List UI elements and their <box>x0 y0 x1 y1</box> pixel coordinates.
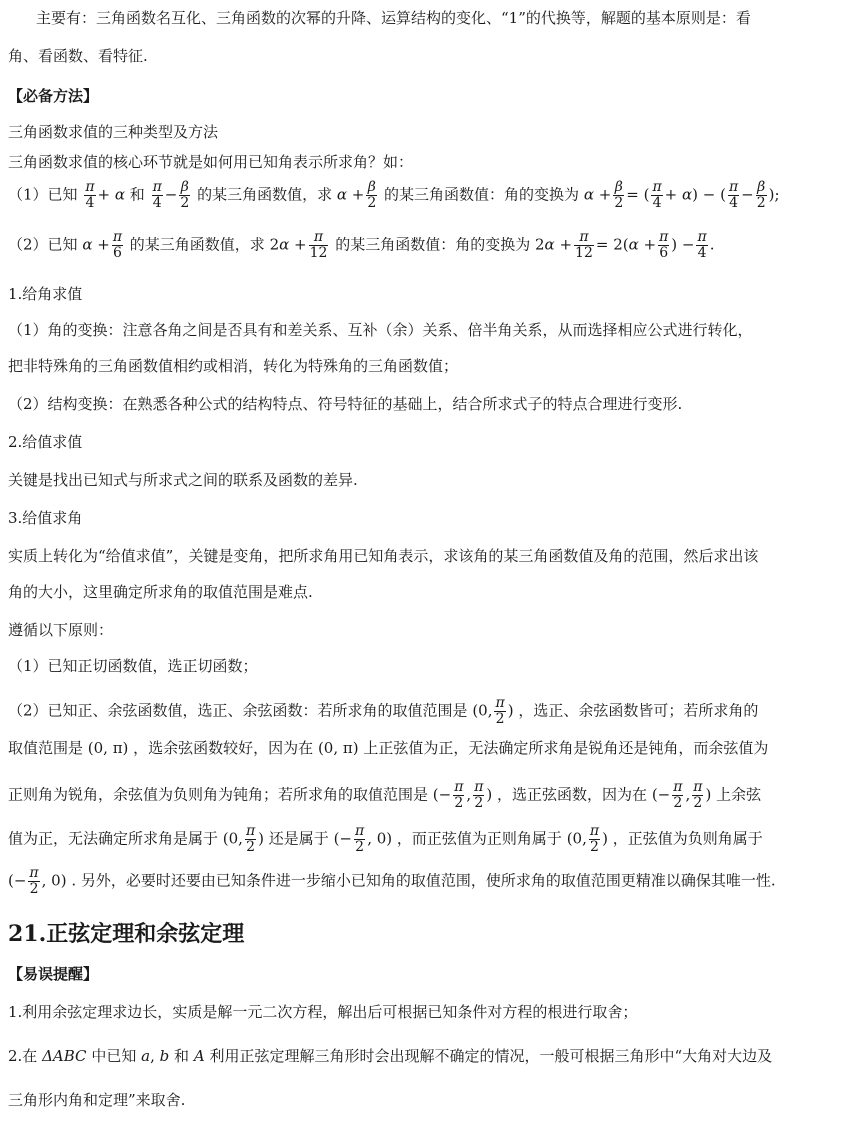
section-heading-mistakes: 【易误提醒】 <box>8 965 99 983</box>
example-2-label: （2）已知 <box>8 235 78 254</box>
subheading-1: 1.给角求值 <box>8 285 83 303</box>
section-heading-methods: 【必备方法】 <box>8 87 99 105</box>
pi-over-6-fraction: $\frac{\pi}{6}$ <box>112 229 123 261</box>
beta-over-2-fraction: $\frac{\beta}{2}$ <box>180 179 190 211</box>
pi-over-2-fraction: $\frac{\pi}{2}$ <box>495 695 505 727</box>
beta-over-2-fraction: $\frac{\beta}{2}$ <box>614 179 624 211</box>
beta-over-2-fraction: $\frac{\beta}{2}$ <box>367 179 377 211</box>
methods-core: 三角函数求值的核心环节就是如何用已知角表示所求角？如： <box>8 153 414 171</box>
principle-2-text: 值为正，无法确定所求角是属于 <box>8 829 219 848</box>
intro-line-2: 角、看函数、看特征. <box>8 47 148 65</box>
principle-2-text: 还是属于 <box>268 829 329 848</box>
mistake-2-text: 2.在 <box>8 1047 38 1065</box>
pi-over-2-fraction: $\frac{\pi}{2}$ <box>673 779 683 811</box>
principle-2-line-3: 正则角为锐角，余弦值为负则角为钝角；若所求角的取值范围是 (− $\frac{\pi}{2}$ , $\frac{\pi}{2}$ ) ，选正弦函数，因为在 (− $\frac{\pi}{2}$ , $\frac{\pi}{2}$ ) 上余弦 <box>8 779 762 811</box>
example-1-text-mid: 的某三角函数值，求 <box>197 185 333 204</box>
beta-over-2-fraction: $\frac{\beta}{2}$ <box>756 179 766 211</box>
principle-2-text: ，选正、余弦函数皆可；若所求角的 <box>518 701 759 720</box>
pi-over-2-fraction: $\frac{\pi}{2}$ <box>589 823 600 855</box>
subheading-3: 3.给值求角 <box>8 509 83 527</box>
example-1-text-end: 的某三角函数值：角的变换为 <box>384 185 580 204</box>
example-2-text-end: 的某三角函数值：角的变换为 <box>335 235 531 254</box>
example-1-text-and: 和 <box>129 185 145 204</box>
principles-heading: 遵循以下原则： <box>8 621 114 639</box>
principle-2-text: 上余弦 <box>716 785 762 804</box>
principle-2-text: ，而正弦值为正则角属于 <box>396 829 562 848</box>
principle-2-text: 正则角为锐角，余弦值为负则角为钝角；若所求角的取值范围是 <box>8 785 429 804</box>
pi-over-4-fraction: $\frac{\pi}{4}$ <box>728 179 739 211</box>
mistake-1: 1.利用余弦定理求边长，实质是解一元二次方程，解出后可根据已知条件对方程的根进行取舍； <box>8 1003 638 1021</box>
given-angle-1a: （1）角的变换：注意各角之间是否具有和差关系、互补（余）关系、倍半角关系，从而选择相应公式进行转化， <box>8 321 753 339</box>
pi-over-6-fraction: $\frac{\pi}{6}$ <box>659 229 669 261</box>
pi-over-2-fraction: $\frac{\pi}{2}$ <box>29 865 39 897</box>
mistake-2-line-1: 2.在 ΔABC 中已知 a, b 和 A 利用正弦定理解三角形时会出现解不确定的情况，一般可根据三角形中“大角对大边及 <box>8 1047 773 1065</box>
principle-2-line-2: 取值范围是 (0, π) ，选余弦函数较好，因为在 (0, π) 上正弦值为正，无法确定所求角是锐角还是钝角，而余弦值为 <box>8 739 769 757</box>
mistake-2-line-2: 三角形内角和定理”来取舍. <box>8 1091 186 1109</box>
principle-1: （1）已知正切函数值，选正切函数； <box>8 657 258 675</box>
example-1-label: （1）已知 <box>8 185 78 204</box>
pi-over-2-fraction: $\frac{\pi}{2}$ <box>245 823 256 855</box>
pi-over-12-fraction: $\frac{\pi}{12}$ <box>309 229 328 261</box>
pi-over-2-fraction: $\frac{\pi}{2}$ <box>693 779 703 811</box>
pi-over-4-fraction: $\frac{\pi}{4}$ <box>85 179 95 211</box>
given-value-text: 关键是找出已知式与所求式之间的联系及函数的差异. <box>8 471 358 489</box>
mistake-2-text: 利用正弦定理解三角形时会出现解不确定的情况，一般可根据三角形中“大角对大边及 <box>209 1047 773 1065</box>
principle-2-text: ，选正弦函数，因为在 <box>497 785 648 804</box>
principle-2-line-4: 值为正，无法确定所求角是属于 (0, $\frac{\pi}{2}$ ) 还是属于 (− $\frac{\pi}{2}$ , 0) ，而正弦值为正则角属于 (0, $\frac{\pi}{2}$ ) ，正弦值为负则角属于 <box>8 823 763 855</box>
pi-over-2-fraction: $\frac{\pi}{2}$ <box>474 779 484 811</box>
pi-over-2-fraction: $\frac{\pi}{2}$ <box>454 779 464 811</box>
principle-2-line-1: （2）已知正、余弦函数值，选正、余弦函数：若所求角的取值范围是 (0, $\frac{\pi}{2}$ ) ，选正、余弦函数皆可；若所求角的 <box>8 695 759 727</box>
mistake-2-text: 和 <box>174 1047 190 1065</box>
pi-over-4-fraction: $\frac{\pi}{4}$ <box>652 179 662 211</box>
principle-2-text: ，正弦值为负则角属于 <box>612 829 763 848</box>
find-angle-text-1: 实质上转化为“给值求值”，关键是变角，把所求角用已知角表示，求该角的某三角函数值及角的范围，然后求出该 <box>8 547 759 565</box>
principle-2-text: （2）已知正、余弦函数值，选正、余弦函数：若所求角的取值范围是 <box>8 701 468 720</box>
intro-line-1: 主要有：三角函数名互化、三角函数的次幂的升降、运算结构的变化、“1”的代换等，解题的基本原则是：看 <box>36 9 751 27</box>
subheading-2: 2.给值求值 <box>8 433 83 451</box>
principle-2-line-5: (− $\frac{\pi}{2}$ , 0) . 另外，必要时还要由已知条件进一步缩小已知角的取值范围，使所求角的取值范围更精准以确保其唯一性. <box>8 865 776 897</box>
methods-title: 三角函数求值的三种类型及方法 <box>8 123 219 141</box>
pi-over-2-fraction: $\frac{\pi}{2}$ <box>355 823 365 855</box>
pi-over-4-fraction: $\frac{\pi}{4}$ <box>152 179 162 211</box>
given-angle-2: （2）结构变换：在熟悉各种公式的结构特点、符号特征的基础上，结合所求式子的特点合理进行变形. <box>8 395 683 413</box>
principle-2-text: . 另外，必要时还要由已知条件进一步缩小已知角的取值范围，使所求角的取值范围更精准以确保其唯一性. <box>71 871 776 890</box>
example-1-line: （1）已知 $\frac{\pi}{4}$ + α 和 $\frac{\pi}{4}$ − $\frac{\beta}{2}$ 的某三角函数值，求 α + $\frac{\beta}{2}$ 的某三角函数值：角的变换为 α + $\frac{\beta}{2}$ = ( $\frac{\pi}{4}$ + α) − ( $\frac{\pi}{4}$ − $\frac{\beta}{2}$ ); <box>8 179 780 211</box>
example-2-text-mid: 的某三角函数值，求 <box>129 235 265 254</box>
example-2-line: （2）已知 α + $\frac{\pi}{6}$ 的某三角函数值，求 2α + $\frac{\pi}{12}$ 的某三角函数值：角的变换为 2α + $\frac{\pi}{12}$ = 2(α + $\frac{\pi}{6}$ ) − $\frac{\pi}{4}$ . <box>8 229 715 261</box>
pi-over-12-fraction: $\frac{\pi}{12}$ <box>575 229 593 261</box>
find-angle-text-2: 角的大小，这里确定所求角的取值范围是难点. <box>8 583 313 601</box>
given-angle-1b: 把非特殊角的三角函数值相约或相消，转化为特殊角的三角函数值； <box>8 357 459 375</box>
pi-over-4-fraction: $\frac{\pi}{4}$ <box>697 229 707 261</box>
mistake-2-text: 中已知 <box>91 1047 137 1065</box>
section-21-title: 21.正弦定理和余弦定理 <box>8 921 245 947</box>
